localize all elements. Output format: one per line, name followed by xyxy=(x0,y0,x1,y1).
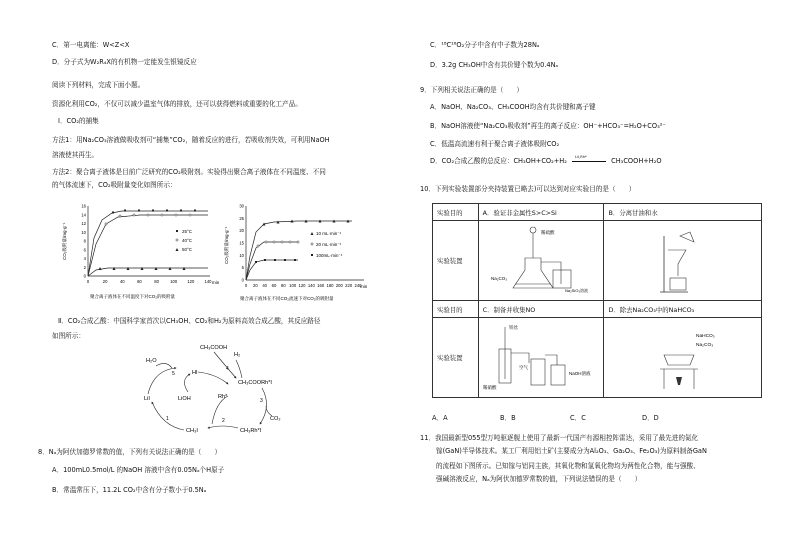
q9d-catalyst: LiI,Rh* xyxy=(575,155,587,159)
label-ch3rh: CH₃Rh*I xyxy=(240,428,262,434)
step-1: 1 xyxy=(166,416,169,422)
label-lii: LiI xyxy=(144,396,150,402)
chart2-x-tick-label: 120 xyxy=(298,283,306,288)
chart2-xlabel: min xyxy=(360,284,368,289)
method1-line2: 溶液使其再生。 xyxy=(52,151,99,159)
legend-10ml: 10 mL·min⁻¹ xyxy=(316,231,342,236)
q9-option-d xyxy=(430,157,662,166)
chart2-x-tick-label: 0 xyxy=(244,283,248,288)
chart1-y-tick-label: 14 xyxy=(81,212,86,218)
series-40c-marker xyxy=(161,214,163,216)
label-iron-wire: 铁丝 xyxy=(508,324,518,330)
purpose-d: D．除去Na₂CO₃中的NaHCO₃ xyxy=(604,301,762,318)
chart2-x-tick-label: 20 xyxy=(252,283,258,288)
apparatus-d-drawing xyxy=(608,319,748,395)
chart2-x-tick-label: 180 xyxy=(326,283,334,288)
section-ii-line2: 如图所示： xyxy=(52,332,85,340)
step-2: 2 xyxy=(222,418,225,424)
apparatus-header-1: 实验装置 xyxy=(433,221,479,301)
series-20ml-line xyxy=(246,242,298,280)
series-25c-marker xyxy=(194,210,196,212)
label-na2co3-d: Na₂CO₃ xyxy=(696,342,714,348)
chart2-y-tick-label: 25 xyxy=(239,215,244,221)
chart1-y-tick-label: 0 xyxy=(83,273,86,279)
reaction-cycle-diagram xyxy=(132,340,302,444)
q11-line2: 镓(GaN)半导体技术。某工厂利用铝土矿(主要成分为Al₂O₃、Ga₂O₃、Fe₂O₃)为原料制备GaN xyxy=(436,447,707,455)
passage-intro-2: 资源化利用CO₂，不仅可以减少温室气体的排放，还可以获得燃料或重要的化工产品。 xyxy=(52,100,302,108)
q9d-reactants: D．CO₂合成乙酸的总反应：CH₃OH+CO₂+H₂ xyxy=(430,157,567,165)
apparatus-header-2: 实验装置 xyxy=(433,318,479,398)
legend-20ml-marker xyxy=(311,243,313,245)
series-10ml-line xyxy=(246,221,352,280)
chart1-x-tick-label: 20 xyxy=(102,279,108,284)
label-naoh: NaOH溶液 xyxy=(568,370,591,376)
q8-option-a: A．100mL0.5mol/L 的NaOH 溶液中含有0.05Nₐ个H原子 xyxy=(52,466,225,474)
chart2-caption: 聚合离子液体在不同CO₂流速下对CO₂的吸附量 xyxy=(240,296,334,301)
series-40c-marker xyxy=(133,214,135,216)
label-air: 空气 xyxy=(518,364,528,370)
legend-10ml-marker xyxy=(311,232,314,235)
chart2-x-tick-label: 200 xyxy=(335,283,343,288)
passage-intro: 阅读下列材料，完成下面小题。 xyxy=(52,81,145,89)
q7-option-d: D．分子式为W₂R₄X的有机物一定能发生银镜反应 xyxy=(52,58,197,66)
q8-option-d: D．3.2g CH₃OH中含有共价键个数为0.4Nₐ xyxy=(430,61,559,69)
series-100ml-marker xyxy=(264,259,266,261)
series-20ml-marker xyxy=(257,245,259,247)
chart1-x-tick-label: 140 xyxy=(204,279,212,284)
apparatus-c xyxy=(478,318,604,398)
q11-line3: 的流程如下图所示。已知镓与铝同主族，其氧化物和氢氧化物均为两性化合物，能与强酸、 xyxy=(436,462,700,470)
series-40c-marker xyxy=(175,214,177,216)
chart1-y-tick-label: 10 xyxy=(81,229,86,235)
label-na2sio3: Na₂SiO₃溶液 xyxy=(564,287,588,293)
series-40c-marker xyxy=(147,214,149,216)
series-20ml-marker xyxy=(273,241,275,243)
purpose-c: C．制备并收集NO xyxy=(478,301,604,318)
chart1-ylabel: CO₂吸附量/mg·g⁻¹ xyxy=(62,222,67,260)
step-3: 3 xyxy=(260,398,263,404)
legend-50c-marker xyxy=(176,248,179,251)
series-25c-marker xyxy=(112,212,114,214)
chart2-y-tick-label: 0 xyxy=(241,277,244,283)
series-40c-marker xyxy=(105,223,107,225)
chart2-y-tick-label: 5 xyxy=(241,265,244,271)
q8-option-c: C．¹⁸C¹⁶O₂分子中含有中子数为28Nₐ xyxy=(430,41,540,49)
series-50c-marker xyxy=(141,267,144,270)
purpose-header-1: 实验目的 xyxy=(433,204,479,221)
q11-line1: 11．我国最新型055型万吨驱逐舰上使用了最新一代国产有源相控阵雷达，采用了最先进的氮化 xyxy=(420,434,699,442)
purpose-header-2: 实验目的 xyxy=(433,301,479,318)
apparatus-a xyxy=(478,221,604,301)
chart2-ylabel: CO₂吸附量/mg·g⁻¹ xyxy=(224,226,229,264)
q10-option-c: C．C xyxy=(570,414,586,422)
chart1-y-tick-label: 6 xyxy=(83,247,86,253)
legend-40c-marker xyxy=(176,239,178,241)
series-40c-marker xyxy=(119,215,121,217)
series-20ml-marker xyxy=(265,241,267,243)
legend-40c: 40°C xyxy=(182,238,193,243)
series-50c-marker xyxy=(127,267,130,270)
series-25c-marker xyxy=(138,210,140,212)
experiment-table xyxy=(432,203,762,398)
question-10: 10．下列实验装置部分夹持装置已略去)可以达到对应实验目的是（ ） xyxy=(420,185,636,193)
chart1-y-tick-label: 4 xyxy=(83,256,86,261)
chart2-x-tick-label: 80 xyxy=(280,283,286,288)
q9-option-b: B．NaOH溶液使“Na₂CO₃吸收剂”再生的离子反应：OH⁻+HCO₃⁻=H₂O+CO₃²⁻ xyxy=(430,122,666,130)
legend-50c: 50°C xyxy=(182,247,193,252)
legend-25c: 25°C xyxy=(182,229,193,234)
chart1-x-tick-label: 80 xyxy=(154,279,159,284)
series-50c-marker xyxy=(113,267,116,270)
step-4: 4 xyxy=(226,366,229,372)
chart1-x-tick-label: 60 xyxy=(137,279,142,284)
series-100ml-marker xyxy=(274,259,276,261)
chart1-xlabel: min xyxy=(212,280,220,285)
temperature-adsorption-chart xyxy=(60,198,230,308)
chart1-x-tick-label: 120 xyxy=(187,279,195,284)
series-25c-marker xyxy=(166,210,168,212)
series-25c-marker xyxy=(152,210,154,212)
q10-option-a: A．A xyxy=(432,414,448,422)
step-5: 5 xyxy=(172,371,175,377)
label-ch3cooh: CH₃COOH xyxy=(200,345,228,351)
chart1-x-tick-label: 40 xyxy=(119,279,125,284)
series-20ml-marker xyxy=(281,241,283,243)
apparatus-c-drawing xyxy=(483,319,593,395)
chart2-x-tick-label: 160 xyxy=(317,283,325,288)
q9d-arrow xyxy=(569,157,609,166)
method2-line1: 方法2：聚合离子液体是目前广泛研究的CO₂吸附剂。实验得出聚合离子液体在不同温度、不同 xyxy=(52,168,326,176)
series-100ml-line xyxy=(246,260,298,280)
chart1-y-tick-label: 8 xyxy=(83,238,86,244)
label-na2co3: Na₂CO₃ xyxy=(490,275,507,281)
flowrate-adsorption-chart xyxy=(224,198,388,308)
apparatus-b xyxy=(604,221,762,301)
chart2-x-tick-label: 240 xyxy=(354,283,362,288)
series-25c-line xyxy=(88,211,208,276)
q11-line4: 强碱溶液反应，Nₐ为阿伏加德罗常数的值，下列说法错误的是（ ） xyxy=(436,475,642,483)
q9-option-a: A．NaOH、Na₂CO₃、CH₃COOH均含有共价键和离子键 xyxy=(430,103,596,111)
chart2-x-tick-label: 40 xyxy=(262,283,268,288)
chart1-y-tick-label: 2 xyxy=(83,264,86,270)
label-lioh: LiOH xyxy=(178,396,191,402)
series-40c-marker xyxy=(189,214,191,216)
label-h2o: H₂O xyxy=(146,358,157,364)
label-ch3i: CH₃I xyxy=(186,428,198,434)
series-25c-marker xyxy=(124,210,126,212)
q7-option-c: C．第一电离能：W<Z<X xyxy=(52,41,130,49)
series-20ml-marker xyxy=(297,241,299,243)
label-co2: CO₂ xyxy=(270,416,281,422)
q10-option-b: B．B xyxy=(500,414,516,422)
series-100ml-marker xyxy=(255,261,257,263)
label-dilute-h2so4: 稀硫酸 xyxy=(540,229,555,235)
series-25c-marker xyxy=(180,210,182,212)
chart2-y-tick-label: 15 xyxy=(239,240,244,246)
purpose-a: A．验证非金属性S>C>Si xyxy=(478,204,604,221)
q9d-products: CH₃COOH+H₂O xyxy=(611,157,662,165)
label-hi: HI xyxy=(192,370,198,376)
section-i-title: Ⅰ．CO₂的捕集 xyxy=(58,117,99,125)
question-8: 8．Nₐ为阿伏加德罗常数的值，下列有关说法正确的是（ ） xyxy=(38,448,222,456)
legend-100ml: 100mL·min⁻¹ xyxy=(316,253,343,258)
chart1-x-tick-label: 100 xyxy=(170,279,178,284)
label-rh: Rh* xyxy=(218,394,228,400)
chart1-x-tick-label: 0 xyxy=(86,279,90,284)
apparatus-b-drawing xyxy=(608,222,748,298)
series-20ml-marker xyxy=(289,241,291,243)
chart1-y-tick-label: 12 xyxy=(81,221,86,226)
question-9: 9．下列相关说法正确的是（ ） xyxy=(420,86,524,94)
q9-option-c: C．低温高流速有利于聚合离子液体吸附CO₂ xyxy=(430,140,560,148)
legend-25c-marker xyxy=(176,230,178,232)
series-100ml-marker xyxy=(284,259,286,261)
series-50c-marker xyxy=(183,267,186,270)
chart2-y-tick-label: 30 xyxy=(239,203,244,209)
legend-100ml-marker xyxy=(311,254,313,256)
series-50c-marker xyxy=(155,267,158,270)
label-ch3coorh: CH₃COORh*I xyxy=(238,380,272,386)
label-nahco3: NaHCO₃ xyxy=(696,333,716,339)
q8-option-b: B．常温常压下，11.2L CO₂中含有分子数小于0.5Nₐ xyxy=(52,486,207,494)
purpose-b: B．分离甘油和水 xyxy=(604,204,762,221)
section-ii-line1: Ⅱ．CO₂合成乙酸：中国科学家首次以CH₃OH、CO₂和H₂为原料高效合成乙酸，其反应路径 xyxy=(58,317,321,325)
chart1-caption: 聚合离子液体在不同温度下对CO₂的吸附量 xyxy=(90,294,175,299)
chart1-y-tick-label: 16 xyxy=(81,203,86,209)
method1-line1: 方法1：用Na₂CO₃溶液做吸收剂可“捕集”CO₂，随着反应的进行，若吸收剂失效，可利用NaOH xyxy=(52,136,330,144)
series-50c-line xyxy=(88,268,208,276)
apparatus-d xyxy=(604,318,762,398)
chart2-y-tick-label: 20 xyxy=(239,228,244,234)
label-dilute-hno3: 稀硝酸 xyxy=(482,384,497,390)
legend-20ml: 20 mL·min⁻¹ xyxy=(316,242,342,247)
chart2-x-tick-label: 140 xyxy=(307,283,315,288)
chart2-x-tick-label: 60 xyxy=(271,283,277,288)
chart2-x-tick-label: 100 xyxy=(289,283,297,288)
q10-option-d: D．D xyxy=(642,414,659,422)
chart2-y-tick-label: 10 xyxy=(239,252,244,258)
series-50c-marker xyxy=(169,267,172,270)
label-h2: H₂ xyxy=(234,352,241,358)
series-50c-marker xyxy=(99,267,102,270)
series-100ml-marker xyxy=(294,259,296,261)
apparatus-a-drawing xyxy=(483,222,593,298)
method2-line2: 的气体流速下，CO₂吸附量变化如图所示： xyxy=(52,181,177,189)
chart2-x-tick-label: 220 xyxy=(345,283,353,288)
